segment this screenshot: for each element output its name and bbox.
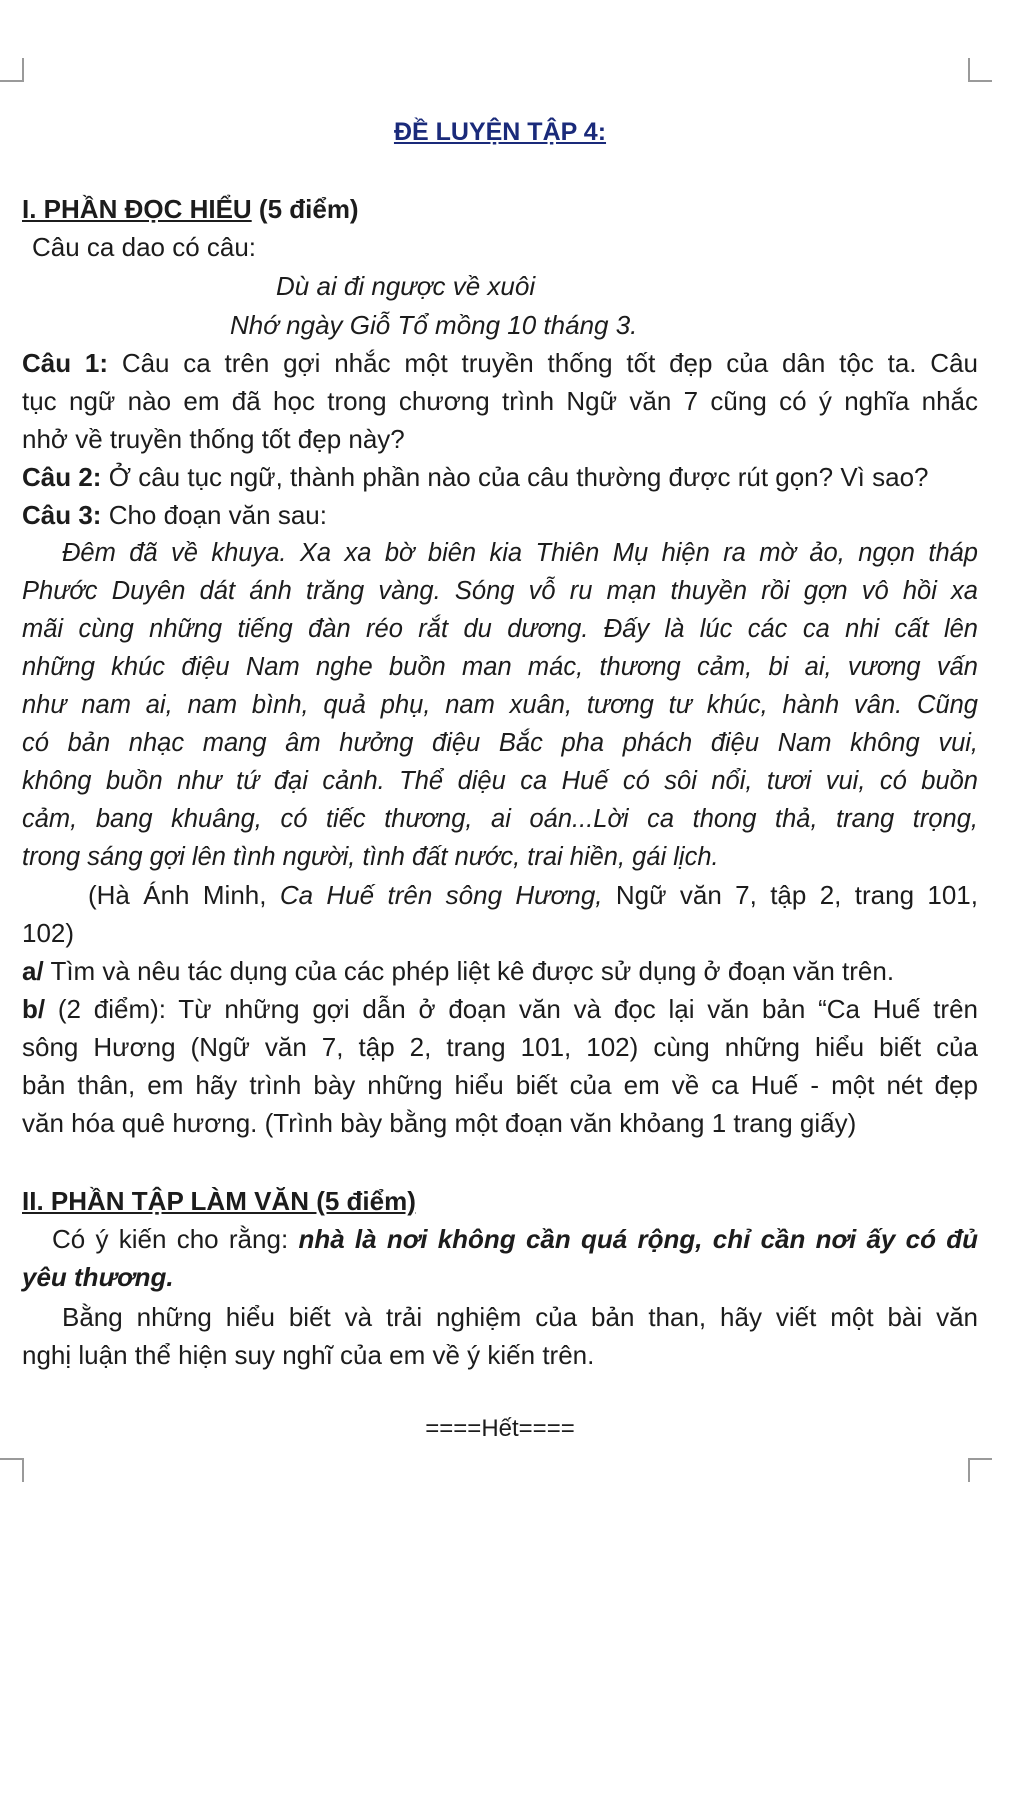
part2-task: [22, 1298, 978, 1374]
source-author: (Hà Ánh Minh,: [88, 880, 280, 910]
source-detail: Ngữ văn 7, tập 2, trang 101,: [602, 880, 978, 910]
passage-line: cảm, bang khuâng, có tiếc thương, ai oán...Lời ca thong thả, trang trọng,: [22, 805, 978, 833]
verse-line-2: [230, 306, 830, 344]
question-3: [22, 496, 978, 534]
verse-line-1-text: Dù ai đi ngược về xuôi: [276, 271, 536, 301]
question-a-text: Tìm và nêu tác dụng của các phép liệt kê được sử dụng ở đoạn văn trên.: [43, 956, 895, 986]
question-1-line: nhở về truyền thống tốt đẹp này?: [22, 424, 405, 454]
source-pages: 102): [22, 918, 75, 948]
question-3-text: Cho đoạn văn sau:: [101, 500, 327, 530]
verse-line-2-text: Nhớ ngày Giỗ Tổ mồng 10 tháng 3.: [230, 310, 638, 340]
passage-line: có bản nhạc mang âm hưởng điệu Bắc pha phách điệu Nam không vui,: [22, 729, 978, 757]
task-line: nghị luận thể hiện suy nghĩ của em về ý kiến trên.: [22, 1340, 595, 1370]
part2-opinion: [22, 1220, 978, 1296]
question-2-text: Ở câu tục ngữ, thành phần nào của câu thường được rút gọn? Vì sao?: [101, 462, 929, 492]
question-a: [22, 952, 978, 990]
question-3-label: Câu 3:: [22, 500, 102, 530]
question-1-line: [22, 344, 978, 382]
question-b-line: sông Hương (Ngữ văn 7, tập 2, trang 101, 102) cùng những hiểu biết của: [22, 1032, 978, 1062]
document-title-block: [22, 112, 978, 151]
source-title: Ca Huế trên sông Hương,: [279, 880, 603, 910]
opinion-quote-end: yêu thương.: [22, 1262, 174, 1292]
page-corner-mark: [0, 58, 24, 82]
question-1-label: Câu 1:: [22, 348, 109, 378]
opinion-intro: Có ý kiến cho rằng:: [52, 1224, 299, 1254]
question-b: [22, 990, 978, 1142]
part1-points: (5 điểm): [251, 194, 359, 224]
passage-source: [22, 876, 978, 952]
document-title: ĐỀ LUYỆN TẬP 4:: [393, 118, 607, 146]
question-b-line: văn hóa quê hương. (Trình bày bằng một đoạn văn khỏang 1 trang giấy): [22, 1108, 857, 1138]
passage-line: mãi cùng những tiếng đàn réo rắt du dương. Đấy là lúc các ca nhi cất lên: [22, 615, 978, 643]
end-mark: ====Hết====: [425, 1415, 575, 1442]
question-2-label: Câu 2:: [22, 462, 102, 492]
question-2: [22, 458, 978, 496]
question-a-label: a/: [22, 956, 44, 986]
passage-line: những khúc điệu Nam nghe buồn man mác, thương cảm, bi ai, vương vấn: [22, 653, 978, 681]
opinion-quote: nhà là nơi không cần quá rộng, chỉ cần nơi ấy có đủ: [298, 1224, 979, 1254]
task-line: Bằng những hiểu biết và trải nghiệm của bản than, hãy viết một bài văn: [62, 1302, 978, 1332]
page-corner-mark: [968, 1458, 992, 1482]
question-1: [22, 344, 978, 458]
passage-line: như nam ai, nam bình, quả phụ, nam xuân, tương tư khúc, hành vân. Cũng: [22, 691, 978, 719]
passage-line: trong sáng gợi lên tình người, tình đất nước, trai hiền, gái lịch.: [22, 843, 719, 871]
question-b-line: bản thân, em hãy trình bày những hiểu biết của em về ca Huế - một nét đẹp: [22, 1070, 978, 1100]
question-b-text: (2 điểm): Từ những gợi dẫn ở đoạn văn và đọc lại văn bản “Ca Huế trên: [45, 994, 978, 1024]
question-1-line: tục ngữ nào em đã học trong chương trình Ngữ văn 7 cũng có ý nghĩa nhắc: [22, 386, 978, 416]
part2-heading: [22, 1182, 978, 1220]
part1-heading: [22, 190, 978, 228]
passage: [22, 534, 978, 876]
page-corner-mark: [0, 1458, 24, 1482]
passage-line: Phước Duyên dát ánh trăng vàng. Sóng vỗ ru mạn thuyền rồi gợn vô hồi xa: [22, 577, 978, 605]
part1-heading-text: I. PHẦN ĐỌC HIỂU: [22, 194, 252, 224]
page-corner-mark: [968, 58, 992, 82]
passage-line: Đêm đã về khuya. Xa xa bờ biên kia Thiên Mụ hiện ra mờ ảo, ngọn tháp: [62, 539, 978, 567]
question-b-label: b/: [22, 994, 46, 1024]
question-1-text: Câu ca trên gợi nhắc một truyền thống tốt đẹp của dân tộc ta. Câu: [108, 348, 978, 378]
verse-line-1: [276, 267, 776, 305]
passage-line: không buồn như tứ đại cảnh. Thể diệu ca Huế có sôi nổi, tươi vui, có buồn: [22, 767, 978, 795]
part1-intro: Câu ca dao có câu:: [32, 232, 257, 262]
part2-heading-text: II. PHẦN TẬP LÀM VĂN (5 điểm): [22, 1186, 416, 1216]
